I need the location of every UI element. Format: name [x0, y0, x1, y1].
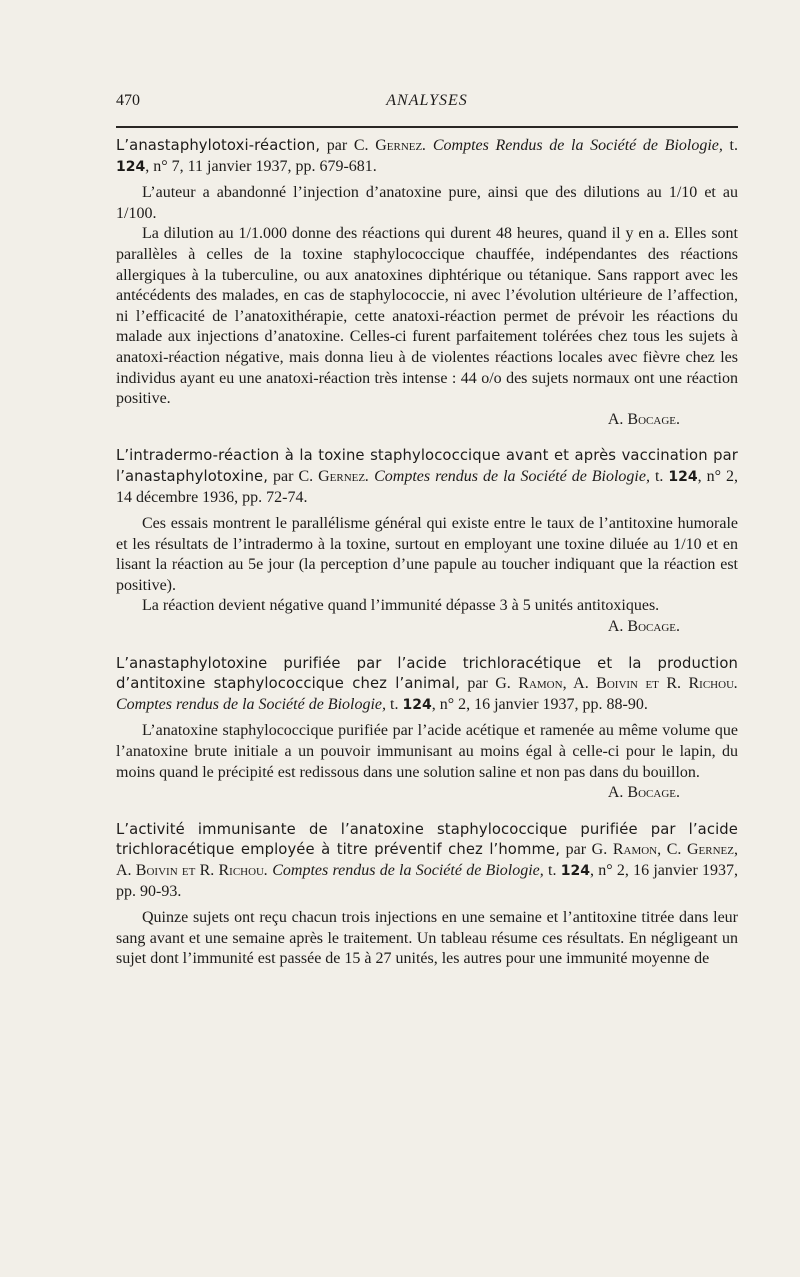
abstract-entry — [116, 446, 738, 637]
running-title: ANALYSES — [386, 92, 468, 109]
page-header — [116, 92, 738, 116]
entry-volume: 124 — [668, 468, 698, 485]
abstract-entry — [116, 136, 738, 430]
entry-author: Ramon, A. Boivin et R. Richou — [518, 675, 735, 693]
page — [116, 92, 738, 986]
entry-ref-start: t. — [722, 137, 738, 154]
entry-ref-start: t. — [386, 695, 403, 713]
page-number: 470 — [116, 92, 140, 109]
entry-title: L’intradermo-réaction à la toxine staphylococcique avant et après vaccination par l’anastaphylotoxine, — [116, 447, 738, 485]
entry-volume: 124 — [402, 696, 432, 713]
entry-ref-end: , n° 7, 11 janvier 1937, pp. 679-681. — [145, 157, 377, 175]
entry-title: L’activité immunisante de l’anatoxine staphylococcique purifiée par l’acide trichloracétique employée à titre préventif chez l’homme, — [116, 820, 738, 859]
entry-signature: A. Bocage. — [607, 784, 680, 802]
entry-ref-start: t. — [543, 862, 561, 879]
entry-paragraph: La dilution au 1/1.000 donne des réactions qui durent 48 heures, quand il y en a. Elles sont parallèles à celles de la toxine staphylococcique chauffée, indépendantes des réactions allergiques à la tuberculine, ou aux anatoxines diphtérique ou tétanique. Sans rapport avec les antécédents des malades, en cas de staphylococcie, ni avec l’évolution ultérieure de l’affection, ni l’efficacité de l’anatoxithérapie, cette anatoxi-réaction permet de prévoir les réactions du malade aux injections d’anatoxine. Celles-ci furent parfaitement tolérées chez tous les sujets à anatoxi-réaction négative, mais donna lieu à de violentes réactions locales avec fièvre chez les individus ayant eu une anatoxi-réaction très intense : 44 o/o des sujets normaux ont une réaction positive. — [116, 225, 738, 408]
entry-paragraph: Ces essais montrent le parallélisme général qui existe entre le taux de l’antitoxine humorale et les résultats de l’intradermo à la toxine, surtout en employant une toxine diluée au 1/10 et en lisant la réaction au 5e jour (la perception d’une papule au toucher indiquant que la réaction est positive). — [116, 515, 738, 594]
entry-title: L’anastaphylotoxine purifiée par l’acide trichloracétique et la production d’antitoxine staphylococcique chez l’animal, — [116, 654, 738, 693]
entry-paragraph: L’auteur a abandonné l’injection d’anatoxine pure, ainsi que des dilutions au 1/10 et au 1/100. — [116, 184, 738, 222]
entry-by: par G. — [560, 841, 613, 859]
entry-paragraph: Quinze sujets ont reçu chacun trois injections en une semaine et l’antitoxine titrée dans leur sang avant et une semaine après le traitement. Un tableau résume ces résultats. En négligeant un sujet dont l’immunité est passée de 15 à 27 unités, les autres pour une immunité moyenne de — [116, 909, 738, 968]
entry-heading — [116, 820, 738, 902]
entry-author: Ramon, C. Gernez, A. Boivin et R. Richou — [116, 841, 738, 879]
entry-heading — [116, 654, 738, 716]
entry-by: par C. — [268, 467, 319, 485]
entry-signature: A. Bocage. — [607, 618, 680, 636]
entry-by: par G. — [459, 675, 519, 693]
entry-journal: . Comptes rendus de la Société de Biologie, — [264, 862, 544, 879]
entry-heading — [116, 446, 738, 508]
entry-ref-end: , n° 2, 16 janvier 1937, pp. 88-90. — [431, 695, 648, 713]
entry-author: Gernez — [375, 137, 423, 154]
entry-ref-end: , n° 2, 14 décembre 1936, pp. 72-74. — [116, 467, 738, 506]
entry-journal: . Comptes Rendus de la Société de Biologie, — [422, 137, 723, 154]
entry-paragraph: La réaction devient négative quand l’immunité dépasse 3 à 5 unités antitoxiques. — [142, 597, 660, 615]
entry-volume: 124 — [560, 863, 590, 879]
abstract-entry — [116, 820, 738, 970]
entry-title: L’anastaphylotoxi-réaction, — [116, 137, 321, 154]
entry-heading — [116, 136, 738, 177]
entry-signature: A. Bocage. — [607, 410, 680, 428]
abstract-entry — [116, 654, 738, 804]
entry-paragraph: L’anatoxine staphylococcique purifiée par l’acide acétique et ramenée au même volume que l’anatoxine brute initiale a un pouvoir immunisant au moins égal à celle-ci pour le lapin, du moins quand le précipité est redissous dans une solution saline et non pas dans du bouillon. — [116, 722, 738, 781]
entry-ref-end: , n° 2, 16 janvier 1937, pp. 90-93. — [116, 862, 739, 900]
header-rule — [116, 126, 738, 128]
entry-author: Gernez — [318, 467, 366, 485]
entry-ref-start: t. — [649, 467, 669, 485]
entry-journal: . Comptes rendus de la Société de Biologie, — [116, 675, 739, 713]
entry-by: par C. — [320, 137, 376, 154]
entry-volume: 124 — [116, 158, 146, 175]
entry-journal: . Comptes rendus de la Société de Biologie, — [365, 467, 650, 485]
